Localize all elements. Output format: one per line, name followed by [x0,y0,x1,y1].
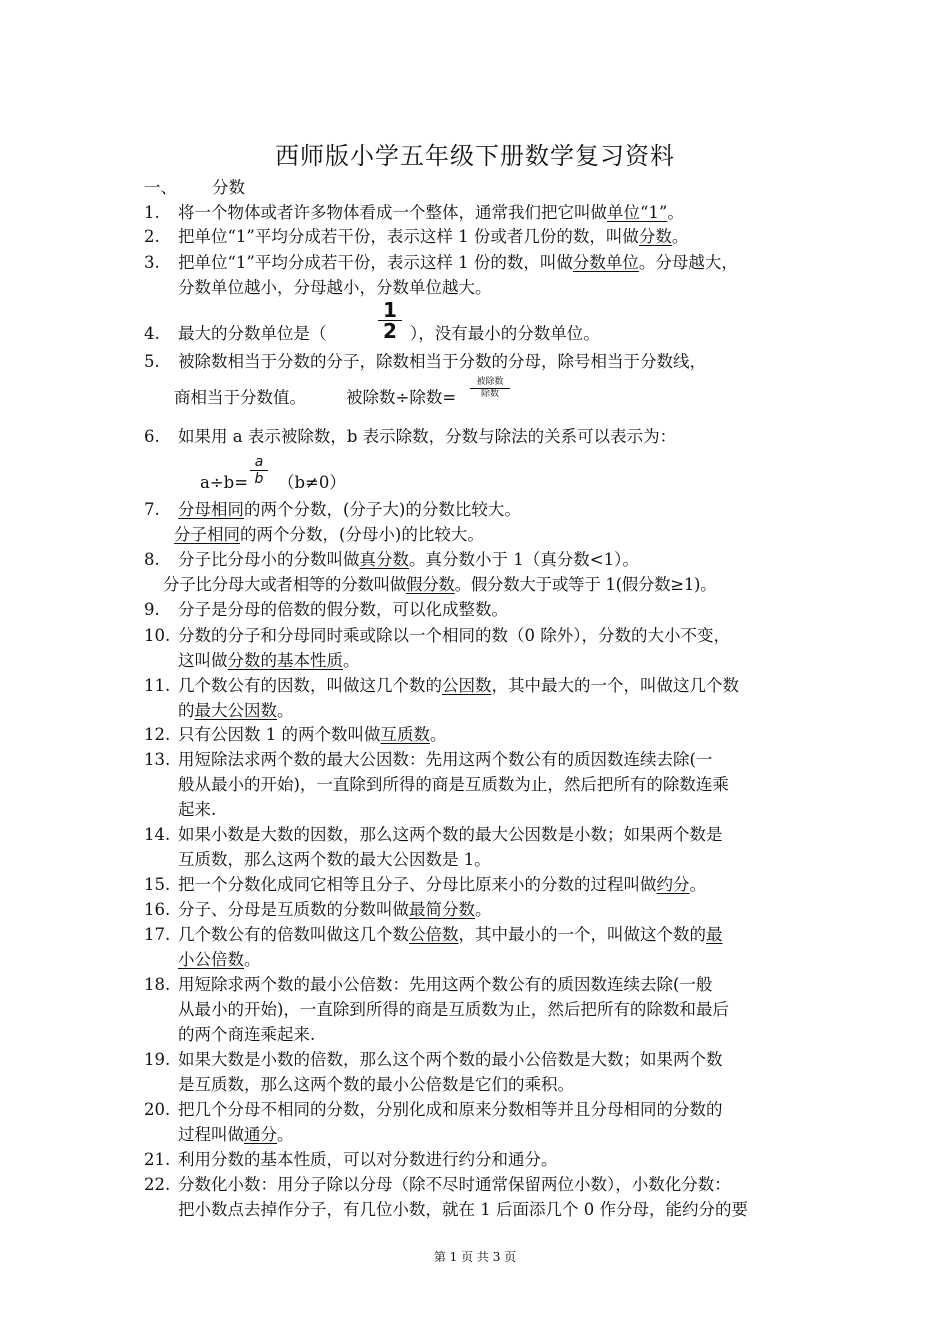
list-item [178,498,521,522]
item-number: 5. [144,352,160,371]
list-item: 如果用 a 表示被除数，b 表示除数，分数与除法的关系可以表示为： [178,427,677,446]
list-item-continuation: 互质数，那么这两个数的最大公因数是 1。 [178,850,491,869]
text: 分子比分母小的分数叫做 [178,550,360,569]
fraction-denominator: 除数 [480,389,499,399]
list-item-continuation [178,699,294,723]
list-item [178,873,706,897]
key-term: 分母相同 [178,500,244,519]
list-item [178,898,492,922]
text: 的 [178,701,195,720]
text: 几个数公有的倍数叫做这几个数 [178,925,409,944]
key-term: 分数单位 [572,253,639,272]
text: 将一个物体或者许多物体看成一个整体，通常我们把它叫做 [178,203,607,222]
item-number: 3. [144,253,160,272]
formula-condition: （b≠0） [278,473,346,492]
list-item-continuation: 从最小的开始)，一直除到所得的商是互质数为止，然后把所有的除数和最后 [178,1000,729,1019]
item-number: 15. [144,875,171,894]
list-item: 用短除求两个数的最小公倍数：先用这两个数公有的质因数连续去除(一般 [178,975,713,994]
item-number: 18. [144,975,171,994]
text: 。 [689,875,706,894]
text: 的两个分数，(分子大)的分数比较大。 [244,500,521,519]
text: 。 [671,227,689,246]
key-term: 互质数 [380,725,430,744]
list-item [178,923,723,947]
list-item-continuation: 把小数点去掉作分子，有几位小数，就在 1 后面添几个 0 作分母，能约分的要 [178,1200,748,1219]
text: 。 [667,203,684,222]
item-number: 10. [144,626,171,645]
text: ，其中最大的一个，叫做这几个数 [491,676,739,695]
text: 。 [343,651,360,670]
list-item: 利用分数的基本性质，可以对分数进行约分和通分。 [178,1150,558,1169]
page-title: 西师版小学五年级下册数学复习资料 [275,142,675,170]
key-term: 最大公因数 [194,701,277,720]
list-item: 分子是分母的倍数的假分数，可以化成整数。 [178,600,508,619]
list-item: 最大的分数单位是（ [178,324,327,343]
list-item: 把几个分母不相同的分数，分别化成和原来分数相等并且分母相同的分数的 [178,1100,723,1119]
item-number: 14. [144,825,171,844]
key-term: 分数 [638,227,672,246]
formula-text: 被除数÷除数= [346,388,457,407]
item-number: 8. [144,550,160,569]
text: 。假分数大于或等于 1(假分数≥1)。 [454,575,717,594]
text: ，其中最小的一个，叫做这个数的 [458,925,706,944]
key-term: 通分 [244,1125,277,1144]
list-item [178,251,738,275]
list-item: 用短除法求两个数的最大公因数：先用这两个数公有的质因数连续去除(一 [178,750,713,769]
item-number: 11. [144,676,171,695]
text: 。 [475,900,492,919]
list-item-continuation [174,523,484,547]
list-item: 被除数相当于分数的分子，除数相当于分数的分母，除号相当于分数线， [178,352,706,371]
key-term: 假分数 [406,575,455,594]
item-number: 16. [144,900,171,919]
list-item-text: ），没有最小的分数单位。 [410,324,600,343]
key-term: 小公倍数 [178,950,244,969]
text: 。真分数小于 1（真分数<1）。 [409,550,639,569]
list-item-continuation: 是互质数，那么这两个数的最小公倍数是它们的乘积。 [178,1075,574,1094]
list-item: 分数化小数：用分子除以分母（除不尽时通常保留两位小数），小数化分数： [178,1175,731,1194]
text: 把单位“1”平均分成若干份，表示这样 1 份的数，叫做 [178,253,573,272]
item-number: 13. [144,750,171,769]
list-item: 如果大数是小数的倍数，那么这个两个数的最小公倍数是大数；如果两个数 [178,1050,723,1069]
item-number: 21. [144,1150,171,1169]
key-term: 公倍数 [409,925,459,944]
item-number: 12. [144,725,171,744]
text: 过程叫做 [178,1125,244,1144]
list-item-continuation [178,1123,294,1147]
item-number: 20. [144,1100,171,1119]
text: 几个数公有的因数，叫做这几个数的 [178,676,442,695]
item-number: 4. [144,324,160,343]
text: 。 [277,1125,294,1144]
text: 这叫做 [178,651,228,670]
list-item-continuation: 般从最小的开始)，一直除到所得的商是互质数为止，然后把所有的除数连乘 [178,775,729,794]
list-item [178,723,447,747]
list-item [178,201,684,225]
fraction-numerator: 1 [378,300,402,321]
list-item-continuation [178,948,261,972]
item-number: 19. [144,1050,171,1069]
item-number: 7. [144,500,160,519]
formula-text: a÷b= [200,473,249,492]
key-term: 最 [706,925,723,944]
item-number: 22. [144,1175,171,1194]
text: 只有公因数 1 的两个数叫做 [178,725,381,744]
text: 把一个分数化成同它相等且分子、分母比原来小的分数的过程叫做 [178,875,657,894]
list-item: 如果小数是大数的因数，那么这两个数的最大公因数是小数；如果两个数是 [178,825,723,844]
text: 。 [430,725,447,744]
section-number: 一、 [144,178,177,197]
text: 的两个分数，(分母小)的比较大。 [240,525,484,544]
item-number: 6. [144,427,160,446]
fraction-numerator: a [250,454,268,471]
key-term: 分子相同 [174,525,240,544]
list-item-continuation: 分数单位越小，分母越小，分数单位越大。 [178,278,492,297]
list-item-continuation: 的两个商连乘起来. [178,1025,316,1044]
fraction-a-over-b [250,454,268,487]
section-heading: 分数 [212,178,245,197]
text: 。分母越大， [638,253,738,272]
page-footer: 第 1 页 共 3 页 [433,1250,517,1264]
key-term: 约分 [656,875,690,894]
item-number: 17. [144,925,171,944]
list-item [178,674,739,698]
list-item-continuation [163,573,716,597]
text: 。 [244,950,261,969]
fraction-one-half [378,300,402,341]
fraction-numerator: 被除数 [470,377,510,389]
list-item-continuation: 商相当于分数值。 [174,388,306,407]
item-number: 1. [144,203,160,222]
key-term: 公因数 [442,676,492,695]
list-item [178,225,688,249]
list-item [178,548,639,572]
key-term: 最简分数 [409,900,475,919]
text: 分子、分母是互质数的分数叫做 [178,900,409,919]
fraction-dividend-divisor [470,377,510,400]
key-term: 真分数 [359,550,409,569]
list-item-continuation: 起来. [178,800,217,819]
fraction-denominator: 2 [383,319,397,343]
text: 分子比分母大或者相等的分数叫做 [163,575,407,594]
fraction-denominator: b [254,471,264,487]
item-number: 2. [144,227,160,246]
item-number: 9. [144,600,160,619]
list-item-continuation [178,649,360,673]
text: 。 [277,701,294,720]
key-term: 单位“1” [607,203,668,222]
list-item: 分数的分子和分母同时乘或除以一个相同的数（0 除外），分数的大小不变， [178,626,730,645]
key-term: 分数的基本性质 [227,651,343,670]
text: 把单位“1”平均分成若干份，表示这样 1 份或者几份的数，叫做 [178,227,639,246]
